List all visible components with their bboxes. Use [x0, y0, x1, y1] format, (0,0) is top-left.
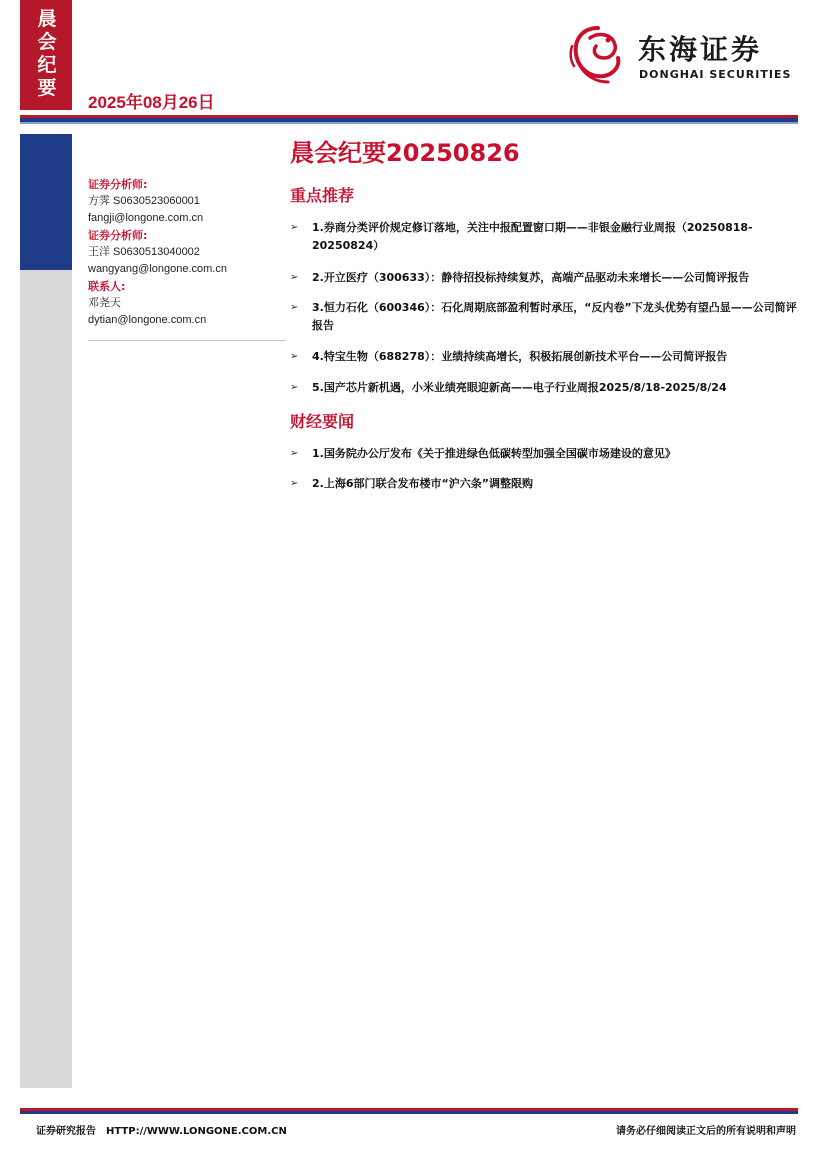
- highlight-item-text: 5.国产芯片新机遇，小米业绩亮眼迎新高——电子行业周报2025/8/18-2025/8/24: [312, 381, 727, 394]
- highlight-item-text: 2.开立医疗（300633）：静待招投标持续复苏，高端产品驱动未来增长——公司简评报告: [312, 271, 750, 284]
- report-date: 2025年08月26日: [88, 93, 215, 112]
- analyst-entry: [88, 227, 286, 278]
- highlight-item[interactable]: [290, 379, 800, 397]
- analyst-email[interactable]: fangji@longone.com.cn: [88, 212, 204, 224]
- arrow-bullet-icon: ➢: [290, 382, 299, 393]
- footer-divider-navy: [20, 1111, 798, 1114]
- news-item-text: 2.上海6部门联合发布楼市“沪六条”调整限购: [312, 477, 533, 490]
- contact-role: 联系人:: [88, 280, 126, 293]
- analyst-email[interactable]: wangyang@longone.com.cn: [88, 263, 227, 275]
- footer-report-label: 证券研究报告: [36, 1126, 96, 1137]
- section-title-highlights: 重点推荐: [290, 186, 355, 205]
- analyst-name: 王洋 S0630513040002: [88, 246, 200, 258]
- footer-disclaimer: 请务必仔细阅读正文后的所有说明和声明: [616, 1126, 796, 1137]
- news-item[interactable]: [290, 475, 800, 493]
- news-item-text: 1.国务院办公厅发布《关于推进绿色低碳转型加强全国碳市场建设的意见》: [312, 447, 676, 460]
- contact-name: 邓尧天: [88, 297, 121, 309]
- dragon-logo-icon: [568, 22, 628, 88]
- analyst-entry: [88, 176, 286, 227]
- highlight-item[interactable]: [290, 348, 800, 366]
- footer-left: [36, 1122, 287, 1137]
- highlight-item[interactable]: [290, 219, 800, 255]
- report-type-label: 晨会纪要: [37, 8, 57, 99]
- sidebar-accent-gray: [20, 270, 72, 1088]
- highlight-item[interactable]: [290, 299, 800, 335]
- page-title: 晨会纪要20250826: [290, 139, 520, 167]
- highlight-item-text: 4.特宝生物（688278）：业绩持续高增长，积极拓展创新技术平台——公司简评报告: [312, 350, 728, 363]
- arrow-bullet-icon: ➢: [290, 272, 299, 283]
- arrow-bullet-icon: ➢: [290, 222, 299, 233]
- company-logo: [568, 22, 798, 88]
- arrow-bullet-icon: ➢: [290, 302, 299, 313]
- arrow-bullet-icon: ➢: [290, 448, 299, 459]
- header-divider-stripe: [20, 122, 798, 124]
- analyst-list: [88, 176, 286, 329]
- logo-name-en: DONGHAI SECURITIES: [639, 68, 792, 81]
- highlight-item-text: 3.恒力石化（600346）：石化周期底部盈利暂时承压，“反内卷”下龙头优势有望凸显——公司简评报告: [312, 301, 797, 332]
- section-title-news: 财经要闻: [290, 412, 355, 431]
- arrow-bullet-icon: ➢: [290, 478, 299, 489]
- logo-name-cn: 东海证券: [638, 33, 763, 66]
- highlight-item[interactable]: [290, 269, 800, 287]
- news-item[interactable]: [290, 445, 800, 463]
- highlight-item-text: 1.券商分类评价规定修订落地，关注中报配置窗口期——非银金融行业周报（20250818-20250824）: [312, 221, 753, 252]
- arrow-bullet-icon: ➢: [290, 351, 299, 362]
- analyst-divider: [88, 340, 286, 341]
- contact-email[interactable]: dytian@longone.com.cn: [88, 314, 207, 326]
- analyst-name: 方霁 S0630523060001: [88, 195, 200, 207]
- contact-entry: [88, 278, 286, 329]
- sidebar-accent-navy: [20, 134, 72, 270]
- footer-website-link[interactable]: HTTP://WWW.LONGONE.COM.CN: [106, 1126, 287, 1137]
- analyst-role: 证券分析师:: [88, 178, 148, 191]
- analyst-role: 证券分析师:: [88, 229, 148, 242]
